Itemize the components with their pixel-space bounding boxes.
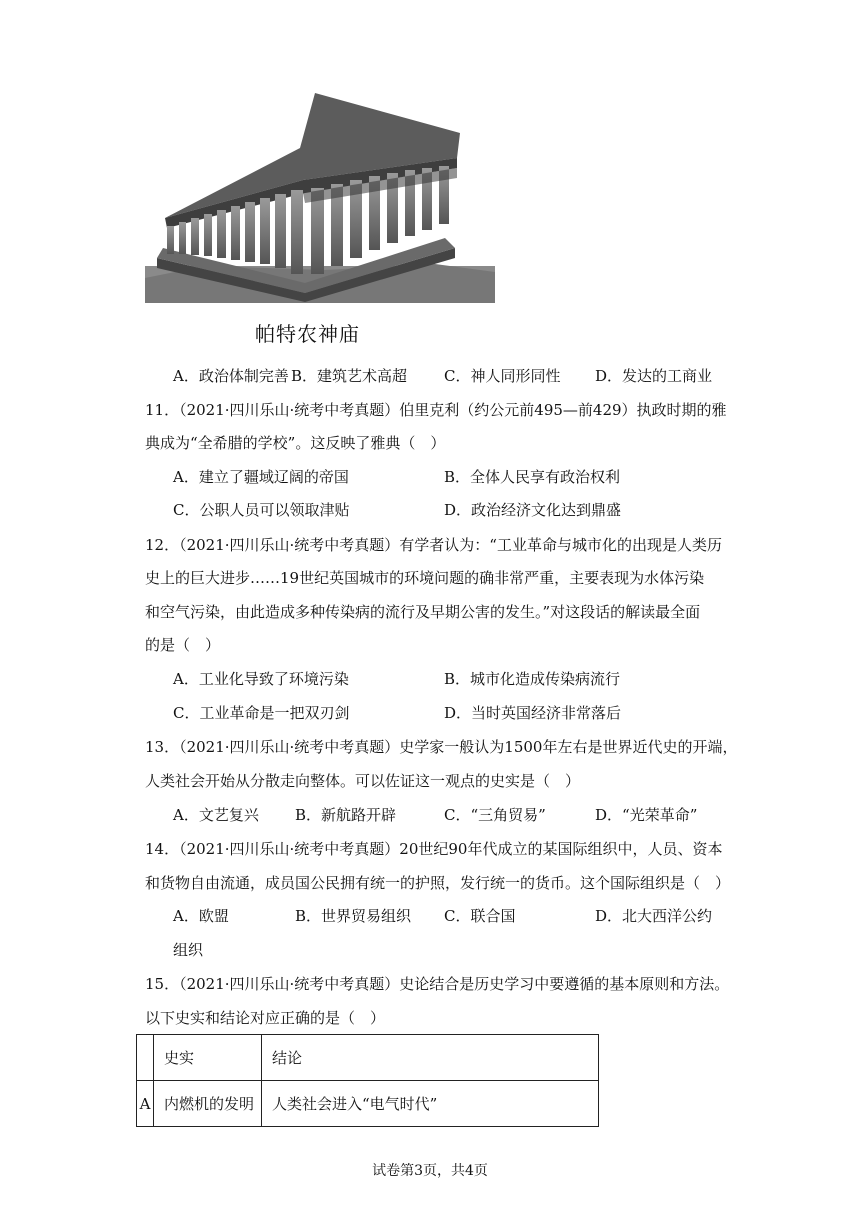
- figure-caption: 帕特农神庙: [255, 322, 360, 346]
- table-cell: 人类社会进入“电气时代”: [262, 1081, 599, 1127]
- q15-table: [136, 1034, 599, 1127]
- q14-option-d: D．北大西洋公约: [595, 907, 713, 925]
- table-header-cell: 史实: [154, 1035, 262, 1081]
- q14-stem-line2: 和货物自由流通，成员国公民拥有统一的护照，发行统一的货币。这个国际组织是（ ）: [145, 874, 731, 892]
- q13-option-a: A．文艺复兴: [173, 806, 259, 824]
- q10-option-b: B．建筑艺术高超: [291, 367, 408, 385]
- table-row: [137, 1081, 599, 1127]
- q14-option-a: A．欧盟: [173, 907, 229, 925]
- table-header-cell: [137, 1035, 154, 1081]
- q10-option-d: D．发达的工商业: [595, 367, 713, 385]
- q14-option-c: C．联合国: [444, 907, 516, 925]
- parthenon-image: [145, 88, 495, 303]
- q12-option-c: C．工业革命是一把双刃剑: [173, 704, 350, 722]
- q13-stem-line1: 13．（2021·四川乐山·统考中考真题）史学家一般认为1500年左右是世界近代史的开端，: [145, 738, 738, 756]
- q15-stem-line1: 15．（2021·四川乐山·统考中考真题）史论结合是历史学习中要遵循的基本原则和方法。: [145, 975, 730, 993]
- q14-option-d-wrap: 组织: [173, 941, 204, 959]
- q13-option-b: B．新航路开辟: [295, 806, 397, 824]
- q14-option-b: B．世界贸易组织: [295, 907, 412, 925]
- q10-option-c: C．神人同形同性: [444, 367, 561, 385]
- q11-option-d: D．政治经济文化达到鼎盛: [444, 501, 622, 519]
- q12-stem-line3: 和空气污染，由此造成多种传染病的流行及早期公害的发生。”对这段话的解读最全面: [145, 603, 701, 621]
- table-cell: A: [137, 1081, 154, 1127]
- q13-option-d: D．“光荣革命”: [595, 806, 698, 824]
- q12-option-d: D．当时英国经济非常落后: [444, 704, 622, 722]
- q12-stem-line1: 12．（2021·四川乐山·统考中考真题）有学者认为：“工业革命与城市化的出现是人类历: [145, 536, 722, 554]
- q13-stem-line2: 人类社会开始从分散走向整体。可以佐证这一观点的史实是（ ）: [145, 772, 581, 790]
- q13-option-c: C．“三角贸易”: [444, 806, 546, 824]
- q12-option-a: A．工业化导致了环境污染: [173, 670, 349, 688]
- q11-option-b: B．全体人民享有政治权利: [444, 468, 621, 486]
- q11-stem-line1: 11．（2021·四川乐山·统考中考真题）伯里克利（约公元前495—前429）执政时期的雅: [145, 401, 727, 419]
- q12-stem-line4: 的是（ ）: [145, 636, 221, 654]
- page-footer: 试卷第3页，共4页: [372, 1163, 488, 1179]
- q15-stem-line2: 以下史实和结论对应正确的是（ ）: [145, 1009, 386, 1027]
- q11-option-c: C．公职人员可以领取津贴: [173, 501, 350, 519]
- table-header-cell: 结论: [262, 1035, 599, 1081]
- q11-option-a: A．建立了疆域辽阔的帝国: [173, 468, 349, 486]
- q12-option-b: B．城市化造成传染病流行: [444, 670, 621, 688]
- table-header-row: [137, 1035, 599, 1081]
- q11-stem-line2: 典成为“全希腊的学校”。这反映了雅典（ ）: [145, 434, 446, 452]
- table-cell: 内燃机的发明: [154, 1081, 262, 1127]
- q14-stem-line1: 14．（2021·四川乐山·统考中考真题）20世纪90年代成立的某国际组织中，人员、资本: [145, 840, 723, 858]
- q10-option-a: A．政治体制完善: [173, 367, 289, 385]
- q12-stem-line2: 史上的巨大进步……19世纪英国城市的环境问题的确非常严重，主要表现为水体污染: [145, 569, 705, 587]
